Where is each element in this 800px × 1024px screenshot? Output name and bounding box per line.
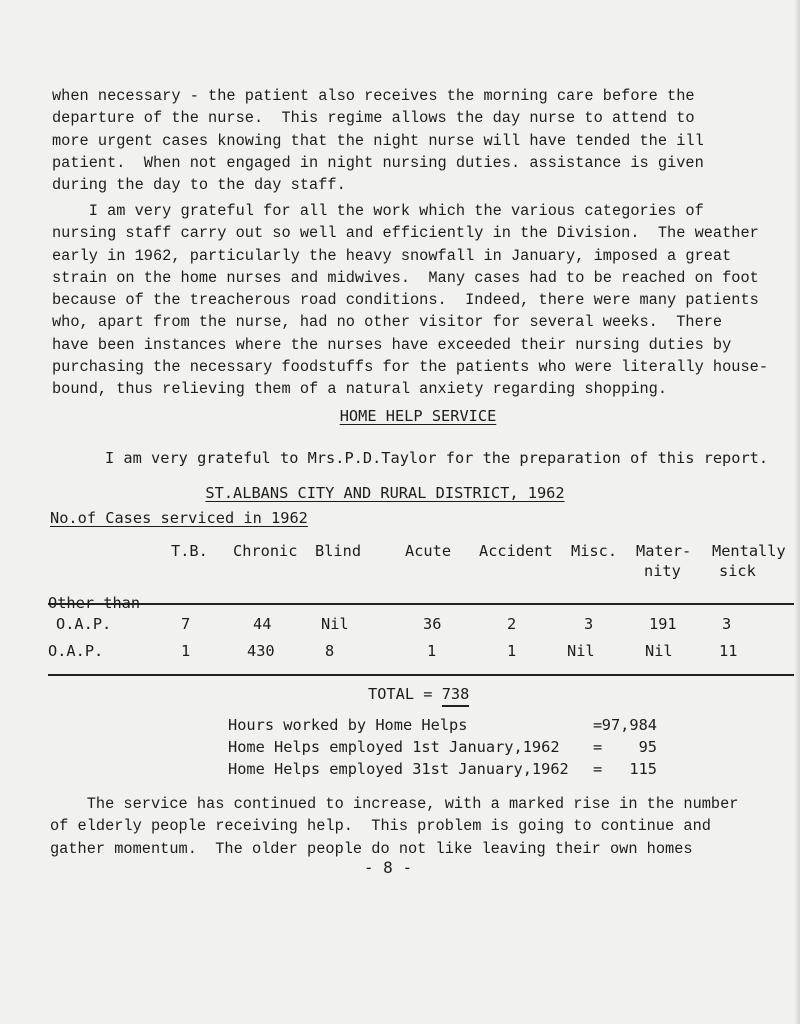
column-header-acute: Acute [405,542,452,560]
column-header-maternity-line2: nity [644,562,681,580]
table-cell: 7 [181,615,191,633]
column-header-mentally-sick: Mentally [712,542,786,560]
district-heading: ST.ALBANS CITY AND RURAL DISTRICT, 1962 [205,484,565,502]
stat-value-hours: 97,984 [601,716,657,734]
section-heading-home-help: HOME HELP SERVICE [339,407,497,425]
column-header-mentally-sick-line2: sick [719,562,756,580]
table-cell: 1 [427,642,437,660]
stat-equals: = [593,716,603,734]
cases-heading: No.of Cases serviced in 1962 [50,509,308,527]
row-label-other-than: Other than [48,594,141,612]
table-top-rule [48,603,794,605]
stat-label-hours: Hours worked by Home Helps [228,716,468,734]
total-line [368,685,469,707]
table-cell: 430 [247,642,275,660]
table-cell: 2 [507,615,517,633]
column-header-accident: Accident [479,542,553,560]
table-cell: Nil [645,642,673,660]
stat-equals: = [593,738,603,756]
paragraph-nursing-staff: I am very grateful for all the work which the various categories of nursing staff carry out so well and efficiently in the Division. The weather early in 1962, particularly the heavy snowfall in January, imposed a great strain on the home nurses and midwives. Many cases had to be reached on foot because of the treacherous road conditions. Indeed, there were many patients who, apart from the nurse, had no other visitor for several weeks. There have been instances where the nurses have exceeded their nursing duties by purchasing the necessary foodstuffs for the patients who were literally house- bound, thus relieving them of a natural anxiety regarding shopping. [52,202,769,399]
column-header-maternity: Mater- [636,542,692,560]
stat-label-employed-1st: Home Helps employed 1st January,1962 [228,738,560,756]
column-header-tb: T.B. [171,542,208,560]
table-cell: Nil [321,615,349,633]
table-cell: 36 [423,615,442,633]
table-cell: 3 [722,615,732,633]
stat-value-employed-1st: 95 [638,738,657,756]
total-label: TOTAL = [368,685,442,703]
table-cell: 11 [719,642,738,660]
stat-equals: = [593,760,603,778]
column-header-chronic: Chronic [233,542,298,560]
table-cell: 1 [181,642,191,660]
table-cell: 8 [325,642,335,660]
table-cell: 1 [507,642,517,660]
paragraph-service-increase: The service has continued to increase, with a marked rise in the number of elderly people receiving help. This problem is going to continue and gather momentum. The older people do not like leaving their own homes [50,795,739,858]
column-header-misc: Misc. [571,542,618,560]
table-cell: 44 [253,615,272,633]
paragraph-night-nursing: when necessary - the patient also receives the morning care before the departure of the nurse. This regime allows the day nurse to attend to more urgent cases knowing that the night nurse will have tended the ill patient. When not engaged in night nursing duties. assistance is given during the day to the day staff. [52,87,704,195]
total-value: 738 [442,685,470,707]
row-label-oap-other: O.A.P. [56,615,112,633]
table-bottom-rule [48,674,794,676]
page-edge-shadow [794,0,800,1024]
thanks-sentence: I am very grateful to Mrs.P.D.Taylor for the preparation of this report. [105,449,769,467]
page-number: - 8 - [363,858,413,877]
stat-value-employed-31st: 115 [629,760,657,778]
stat-label-employed-31st: Home Helps employed 31st January,1962 [228,760,569,778]
column-header-blind: Blind [315,542,362,560]
table-cell: Nil [567,642,595,660]
table-cell: 3 [584,615,594,633]
row-label-oap: O.A.P. [48,642,104,660]
table-cell: 191 [649,615,677,633]
